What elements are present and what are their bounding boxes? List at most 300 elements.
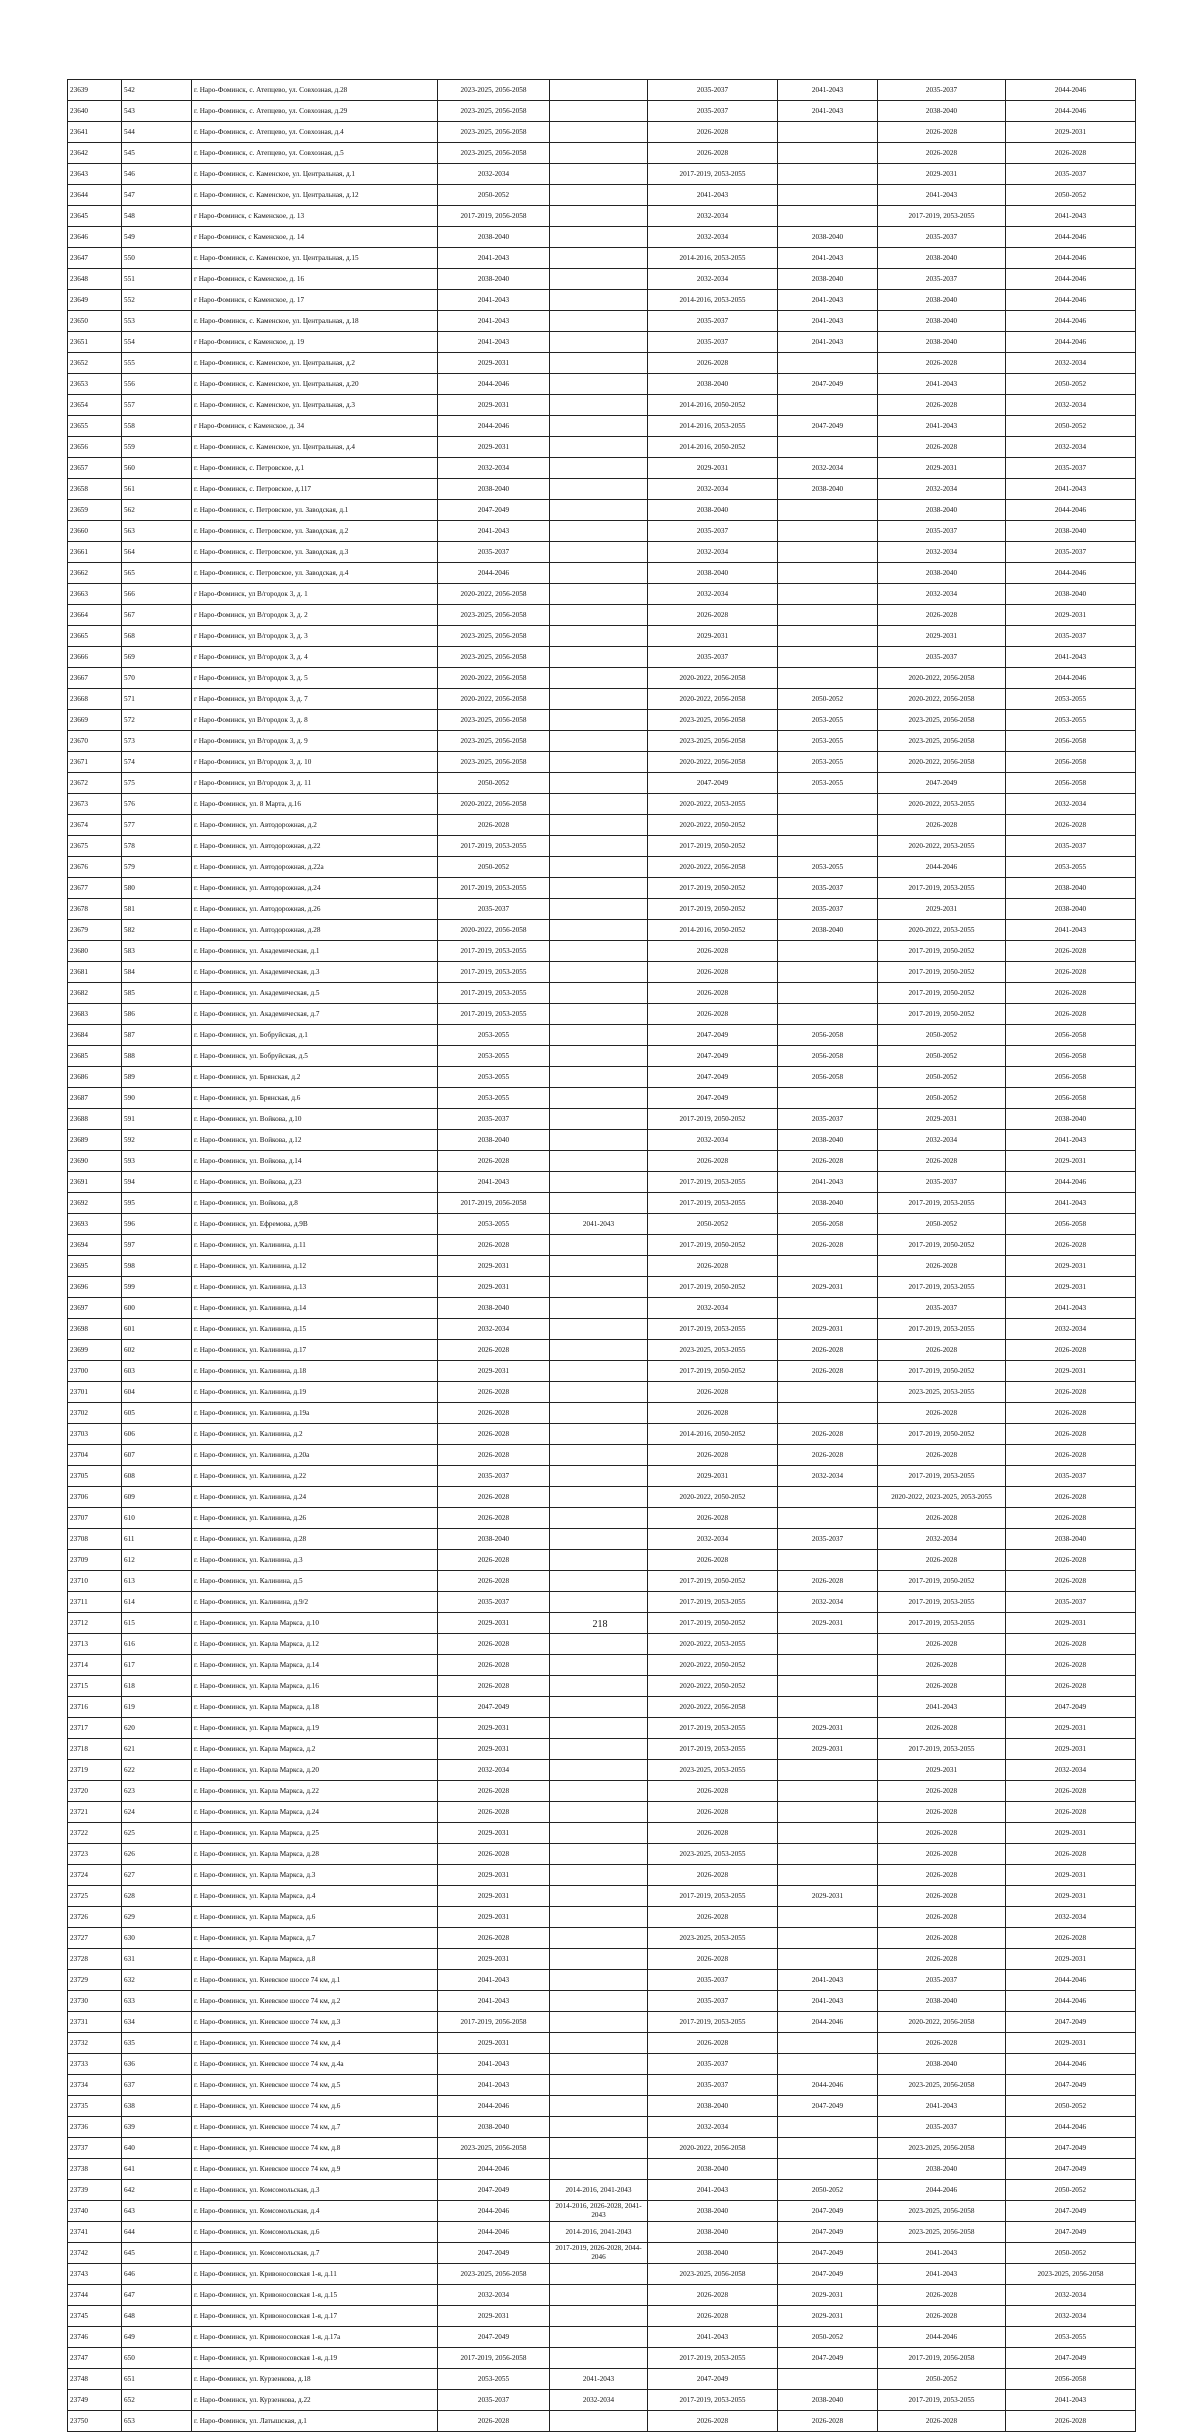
table-cell: 23689	[68, 1130, 122, 1151]
table-cell	[550, 1886, 648, 1907]
table-cell: 2026-2028	[438, 1676, 550, 1697]
table-cell: 2026-2028	[438, 815, 550, 836]
table-cell: 2032-2034	[550, 2390, 648, 2411]
table-cell: 2041-2043	[1006, 1193, 1136, 1214]
table-cell: г Наро-Фоминск, с Каменское, д. 16	[192, 269, 438, 290]
table-cell: 2041-2043	[778, 248, 878, 269]
table-row	[68, 1172, 1136, 1193]
table-cell: 23726	[68, 1907, 122, 1928]
table-cell	[778, 1655, 878, 1676]
table-row	[68, 185, 1136, 206]
table-cell: 2041-2043	[550, 2369, 648, 2390]
table-cell: 23713	[68, 1634, 122, 1655]
table-cell: 2041-2043	[438, 1172, 550, 1193]
table-cell: г. Наро-Фоминск, ул. Карла Маркса, д.19	[192, 1718, 438, 1739]
table-cell: 2026-2028	[438, 1928, 550, 1949]
table-cell: 23669	[68, 710, 122, 731]
table-row	[68, 2390, 1136, 2411]
table-cell: 2020-2022, 2056-2058	[878, 752, 1006, 773]
table-cell: 622	[122, 1760, 192, 1781]
table-cell: 2029-2031	[438, 1886, 550, 1907]
table-cell: 646	[122, 2264, 192, 2285]
table-cell: 579	[122, 857, 192, 878]
table-cell: 2026-2028	[438, 1445, 550, 1466]
table-cell: 2032-2034	[648, 1130, 778, 1151]
table-cell: 2035-2037	[648, 2054, 778, 2075]
table-cell: 2041-2043	[648, 185, 778, 206]
table-cell: 2032-2034	[1006, 1907, 1136, 1928]
table-cell: 2035-2037	[648, 311, 778, 332]
table-cell: 547	[122, 185, 192, 206]
table-cell: 2050-2052	[1006, 2096, 1136, 2117]
table-cell	[550, 815, 648, 836]
table-cell	[550, 710, 648, 731]
table-cell: 551	[122, 269, 192, 290]
table-cell: 625	[122, 1823, 192, 1844]
table-cell: 2017-2019, 2053-2055	[648, 1739, 778, 1760]
table-cell	[550, 1298, 648, 1319]
table-cell: 23656	[68, 437, 122, 458]
table-cell: 2026-2028	[648, 1949, 778, 1970]
table-row	[68, 1403, 1136, 1424]
table-cell: 2026-2028	[1006, 1928, 1136, 1949]
table-cell: 2026-2028	[878, 2285, 1006, 2306]
table-cell: 573	[122, 731, 192, 752]
table-cell: 2044-2046	[778, 2075, 878, 2096]
table-cell: 611	[122, 1529, 192, 1550]
table-cell: 2035-2037	[1006, 836, 1136, 857]
table-cell: 2047-2049	[1006, 2159, 1136, 2180]
table-cell: 596	[122, 1214, 192, 1235]
table-cell: 23692	[68, 1193, 122, 1214]
table-cell: 2038-2040	[648, 563, 778, 584]
table-cell: 2023-2025, 2056-2058	[438, 731, 550, 752]
table-cell: 2029-2031	[1006, 1613, 1136, 1634]
table-cell: 2047-2049	[1006, 2138, 1136, 2159]
table-cell: 2026-2028	[878, 1823, 1006, 1844]
table-cell: 2026-2028	[648, 941, 778, 962]
table-cell: 2047-2049	[1006, 2348, 1136, 2369]
table-cell: 2032-2034	[648, 1298, 778, 1319]
table-cell: 2029-2031	[778, 2285, 878, 2306]
table-cell	[550, 878, 648, 899]
table-cell: 626	[122, 1844, 192, 1865]
table-cell: 567	[122, 605, 192, 626]
table-cell: 2017-2019, 2056-2058	[438, 1193, 550, 1214]
table-cell: 2044-2046	[438, 374, 550, 395]
table-cell: 2026-2028	[648, 1256, 778, 1277]
table-cell	[550, 1130, 648, 1151]
table-row	[68, 1844, 1136, 1865]
table-cell: 2026-2028	[438, 2411, 550, 2432]
table-cell: 2038-2040	[778, 1130, 878, 1151]
table-cell: 2041-2043	[878, 416, 1006, 437]
table-cell: 2035-2037	[438, 1592, 550, 1613]
table-cell: 2026-2028	[438, 1151, 550, 1172]
table-cell: 2032-2034	[648, 227, 778, 248]
table-cell: 2020-2022, 2050-2052	[648, 1655, 778, 1676]
table-cell: 2017-2019, 2053-2055	[878, 1613, 1006, 1634]
table-cell: 2035-2037	[878, 2117, 1006, 2138]
table-cell: 2050-2052	[438, 857, 550, 878]
table-cell: 2017-2019, 2026-2028, 2044-2046	[550, 2243, 648, 2264]
table-cell: 2032-2034	[778, 458, 878, 479]
table-cell: 23695	[68, 1256, 122, 1277]
table-cell: 2056-2058	[778, 1214, 878, 1235]
table-cell	[550, 1760, 648, 1781]
table-cell	[550, 227, 648, 248]
table-cell: г. Наро-Фоминск, ул. Академическая, д.7	[192, 1004, 438, 1025]
table-cell: 2038-2040	[878, 1991, 1006, 2012]
table-cell: 23729	[68, 1970, 122, 1991]
table-cell	[550, 1823, 648, 1844]
table-cell: 2044-2046	[438, 2096, 550, 2117]
table-cell: 2047-2049	[438, 2243, 550, 2264]
table-cell: 2050-2052	[778, 2327, 878, 2348]
table-row	[68, 164, 1136, 185]
table-cell: 623	[122, 1781, 192, 1802]
table-cell: 578	[122, 836, 192, 857]
table-cell: 23735	[68, 2096, 122, 2117]
table-cell	[778, 1634, 878, 1655]
table-cell: г. Наро-Фоминск, с. Каменское, ул. Центральная, д.2	[192, 353, 438, 374]
table-cell: г. Наро-Фоминск, с. Петровское, д.1	[192, 458, 438, 479]
table-cell	[778, 1907, 878, 1928]
table-cell: 2026-2028	[648, 1508, 778, 1529]
table-cell: 574	[122, 752, 192, 773]
table-cell: 2026-2028	[878, 1676, 1006, 1697]
table-cell: г. Наро-Фоминск, ул. Брянская, д.2	[192, 1067, 438, 1088]
table-row	[68, 1970, 1136, 1991]
table-cell: 2023-2025, 2056-2058	[648, 2264, 778, 2285]
table-cell: 2017-2019, 2053-2055	[438, 962, 550, 983]
table-cell: г. Наро-Фоминск, ул. Войкова, д.10	[192, 1109, 438, 1130]
table-cell: г. Наро-Фоминск, ул. Калинина, д.11	[192, 1235, 438, 1256]
table-cell: 23728	[68, 1949, 122, 1970]
table-row	[68, 1550, 1136, 1571]
table-cell	[778, 647, 878, 668]
table-cell: г. Наро-Фоминск, ул. Киевское шоссе 74 км, д.4	[192, 2033, 438, 2054]
table-cell: 2020-2022, 2056-2058	[438, 689, 550, 710]
table-cell: 2035-2037	[648, 1970, 778, 1991]
table-cell: 2032-2034	[1006, 1760, 1136, 1781]
table-cell: 2035-2037	[648, 647, 778, 668]
table-cell: 2026-2028	[1006, 1340, 1136, 1361]
table-row	[68, 1004, 1136, 1025]
table-cell: 2017-2019, 2050-2052	[878, 941, 1006, 962]
table-cell	[550, 332, 648, 353]
table-cell: 2056-2058	[1006, 1088, 1136, 1109]
table-cell: 23716	[68, 1697, 122, 1718]
table-cell: 602	[122, 1340, 192, 1361]
table-cell: 637	[122, 2075, 192, 2096]
table-cell: 2035-2037	[438, 2390, 550, 2411]
table-cell: 633	[122, 1991, 192, 2012]
table-cell: 617	[122, 1655, 192, 1676]
table-cell: 23663	[68, 584, 122, 605]
table-cell: 558	[122, 416, 192, 437]
table-row	[68, 1487, 1136, 1508]
table-cell: 641	[122, 2159, 192, 2180]
table-cell: 2026-2028	[1006, 815, 1136, 836]
table-cell: 2026-2028	[648, 1403, 778, 1424]
table-cell	[550, 2117, 648, 2138]
table-row	[68, 1823, 1136, 1844]
table-cell: 2026-2028	[878, 1907, 1006, 1928]
table-row	[68, 458, 1136, 479]
table-cell: 23705	[68, 1466, 122, 1487]
table-cell: 2044-2046	[1006, 500, 1136, 521]
table-cell: 2026-2028	[1006, 1844, 1136, 1865]
table-cell	[778, 1676, 878, 1697]
table-cell: 590	[122, 1088, 192, 1109]
table-cell: 606	[122, 1424, 192, 1445]
table-cell: 2053-2055	[1006, 2327, 1136, 2348]
table-cell: 2032-2034	[1006, 2306, 1136, 2327]
table-cell	[778, 2369, 878, 2390]
table-cell: 2041-2043	[550, 1214, 648, 1235]
table-cell	[550, 542, 648, 563]
table-cell	[550, 752, 648, 773]
table-cell: 2026-2028	[1006, 1487, 1136, 1508]
table-cell	[778, 185, 878, 206]
table-cell: 2041-2043	[648, 2180, 778, 2201]
table-cell: 542	[122, 80, 192, 101]
table-row	[68, 1697, 1136, 1718]
table-cell: 2035-2037	[648, 332, 778, 353]
table-cell: 2026-2028	[1006, 962, 1136, 983]
table-cell: 2041-2043	[778, 1172, 878, 1193]
table-cell: 23681	[68, 962, 122, 983]
table-cell: 2023-2025, 2053-2055	[648, 1928, 778, 1949]
table-cell: 2029-2031	[1006, 1277, 1136, 1298]
table-cell: 630	[122, 1928, 192, 1949]
table-cell: 23743	[68, 2264, 122, 2285]
table-cell: 2047-2049	[438, 1697, 550, 1718]
table-cell: 2047-2049	[1006, 2075, 1136, 2096]
table-cell: 2053-2055	[438, 1046, 550, 1067]
table-cell: 2035-2037	[878, 227, 1006, 248]
table-cell: 2020-2022, 2056-2058	[648, 2138, 778, 2159]
table-cell: г. Наро-Фоминск, ул. Карла Маркса, д.14	[192, 1655, 438, 1676]
table-cell: 2017-2019, 2050-2052	[878, 1235, 1006, 1256]
table-row	[68, 374, 1136, 395]
table-cell: г. Наро-Фоминск, ул. Калинина, д.9/2	[192, 1592, 438, 1613]
table-cell: 2032-2034	[878, 542, 1006, 563]
table-cell: 2032-2034	[778, 1466, 878, 1487]
table-cell: 2026-2028	[1006, 1424, 1136, 1445]
table-row	[68, 731, 1136, 752]
table-cell: 2038-2040	[778, 2390, 878, 2411]
table-cell: г. Наро-Фоминск, ул. Войкова, д.12	[192, 1130, 438, 1151]
table-row	[68, 395, 1136, 416]
table-cell: 2026-2028	[778, 1445, 878, 1466]
table-cell: 2026-2028	[1006, 1235, 1136, 1256]
table-cell: 2026-2028	[1006, 1802, 1136, 1823]
table-cell: 632	[122, 1970, 192, 1991]
table-cell: г. Наро-Фоминск, ул. Карла Маркса, д.25	[192, 1823, 438, 1844]
page-number: 218	[592, 1619, 608, 1630]
table-cell: г. Наро-Фоминск, ул. Калинина, д.2	[192, 1424, 438, 1445]
table-cell: 2038-2040	[648, 374, 778, 395]
table-row	[68, 2369, 1136, 2390]
table-cell: 2053-2055	[438, 1025, 550, 1046]
table-cell: 2020-2022, 2056-2058	[438, 920, 550, 941]
table-cell: 2038-2040	[438, 1130, 550, 1151]
table-row	[68, 899, 1136, 920]
table-cell: 2041-2043	[1006, 2390, 1136, 2411]
table-cell: г. Наро-Фоминск, ул. Калинина, д.22	[192, 1466, 438, 1487]
table-cell	[550, 206, 648, 227]
table-row	[68, 290, 1136, 311]
table-cell: 2035-2037	[1006, 458, 1136, 479]
table-cell: 2026-2028	[438, 1634, 550, 1655]
table-cell: 643	[122, 2201, 192, 2222]
table-cell: 582	[122, 920, 192, 941]
table-cell	[550, 122, 648, 143]
table-cell	[778, 122, 878, 143]
table-cell: 2023-2025, 2056-2058	[438, 80, 550, 101]
table-cell: 2035-2037	[878, 521, 1006, 542]
table-cell: г. Наро-Фоминск, ул. Кривоносовская 1-я, д.17	[192, 2306, 438, 2327]
table-cell: 2044-2046	[1006, 1970, 1136, 1991]
table-cell: 577	[122, 815, 192, 836]
table-cell: 2035-2037	[778, 878, 878, 899]
table-cell: 2041-2043	[878, 2243, 1006, 2264]
table-cell	[778, 1256, 878, 1277]
table-cell: г. Наро-Фоминск, с. Петровское, д.117	[192, 479, 438, 500]
table-cell: 2017-2019, 2050-2052	[648, 1235, 778, 1256]
table-cell	[550, 2285, 648, 2306]
table-cell: 2038-2040	[438, 1298, 550, 1319]
table-cell	[550, 500, 648, 521]
table-cell: 2041-2043	[438, 248, 550, 269]
table-cell: 23645	[68, 206, 122, 227]
table-cell	[550, 185, 648, 206]
table-cell	[550, 1445, 648, 1466]
table-cell: 568	[122, 626, 192, 647]
table-cell: г Наро-Фоминск, ул В/городок 3, д. 9	[192, 731, 438, 752]
table-cell: 2026-2028	[878, 1508, 1006, 1529]
table-cell: 614	[122, 1592, 192, 1613]
table-cell	[778, 668, 878, 689]
table-cell: 2029-2031	[878, 458, 1006, 479]
table-cell: 23668	[68, 689, 122, 710]
table-cell: 593	[122, 1151, 192, 1172]
table-cell: 2017-2019, 2056-2058	[438, 2012, 550, 2033]
table-cell: 2035-2037	[438, 899, 550, 920]
table-row	[68, 1928, 1136, 1949]
table-cell	[778, 1550, 878, 1571]
table-cell: 2050-2052	[878, 2369, 1006, 2390]
table-cell: 639	[122, 2117, 192, 2138]
table-cell	[550, 1592, 648, 1613]
table-cell	[550, 353, 648, 374]
table-cell: 23737	[68, 2138, 122, 2159]
table-cell: 613	[122, 1571, 192, 1592]
table-cell: 2017-2019, 2053-2055	[648, 1319, 778, 1340]
table-row	[68, 101, 1136, 122]
table-cell: 2032-2034	[1006, 437, 1136, 458]
table-cell: 2026-2028	[878, 1256, 1006, 1277]
table-cell: г. Наро-Фоминск, с. Петровское, ул. Заводская, д.1	[192, 500, 438, 521]
table-cell	[778, 2138, 878, 2159]
table-cell: 2026-2028	[878, 1949, 1006, 1970]
table-cell: 589	[122, 1067, 192, 1088]
table-cell: 2026-2028	[648, 1802, 778, 1823]
table-row	[68, 815, 1136, 836]
table-cell: 23723	[68, 1844, 122, 1865]
table-cell: 2026-2028	[778, 1340, 878, 1361]
table-cell: г. Наро-Фоминск, ул. Киевское шоссе 74 км, д.6	[192, 2096, 438, 2117]
table-cell: 23702	[68, 1403, 122, 1424]
table-cell: 2029-2031	[1006, 1823, 1136, 1844]
table-cell: 23677	[68, 878, 122, 899]
table-cell: г. Наро-Фоминск, ул. Карла Маркса, д.6	[192, 1907, 438, 1928]
table-cell: 2023-2025, 2056-2058	[648, 710, 778, 731]
table-cell: г. Наро-Фоминск, ул. Киевское шоссе 74 км, д.8	[192, 2138, 438, 2159]
table-cell: 2029-2031	[878, 626, 1006, 647]
table-cell: 2017-2019, 2050-2052	[648, 1109, 778, 1130]
table-cell: 2017-2019, 2050-2052	[878, 1424, 1006, 1445]
table-cell: 2029-2031	[878, 1760, 1006, 1781]
table-cell: 2017-2019, 2053-2055	[648, 1718, 778, 1739]
table-cell: 2020-2022, 2053-2055	[648, 794, 778, 815]
table-row	[68, 1949, 1136, 1970]
table-cell: 2035-2037	[438, 1466, 550, 1487]
table-cell: 2026-2028	[648, 1550, 778, 1571]
table-row	[68, 479, 1136, 500]
table-cell: 2044-2046	[1006, 2117, 1136, 2138]
table-cell: 2029-2031	[778, 1718, 878, 1739]
table-row	[68, 2222, 1136, 2243]
table-cell: 2026-2028	[878, 395, 1006, 416]
table-row	[68, 1655, 1136, 1676]
table-cell: г. Наро-Фоминск, с. Каменское, ул. Центральная, д.4	[192, 437, 438, 458]
table-row	[68, 2075, 1136, 2096]
table-row	[68, 1319, 1136, 1340]
table-cell: 2038-2040	[438, 2117, 550, 2138]
table-cell	[550, 563, 648, 584]
table-cell	[550, 143, 648, 164]
table-cell: 2026-2028	[778, 1235, 878, 1256]
table-cell: 2041-2043	[778, 101, 878, 122]
table-cell: 2029-2031	[438, 1256, 550, 1277]
table-cell: 2044-2046	[1006, 668, 1136, 689]
table-cell: 2026-2028	[438, 1424, 550, 1445]
table-row	[68, 1676, 1136, 1697]
table-cell: г Наро-Фоминск, ул В/городок 3, д. 4	[192, 647, 438, 668]
table-cell	[550, 2264, 648, 2285]
table-row	[68, 626, 1136, 647]
table-cell	[550, 1844, 648, 1865]
table-cell	[550, 1487, 648, 1508]
table-cell: 2041-2043	[778, 311, 878, 332]
table-cell: 2056-2058	[1006, 1025, 1136, 1046]
table-cell: 23674	[68, 815, 122, 836]
table-cell: 2026-2028	[878, 2411, 1006, 2432]
table-row	[68, 689, 1136, 710]
table-cell: 2038-2040	[778, 920, 878, 941]
table-cell: 2026-2028	[438, 1340, 550, 1361]
table-cell: 2029-2031	[438, 1823, 550, 1844]
table-cell: 2044-2046	[1006, 80, 1136, 101]
table-row	[68, 878, 1136, 899]
table-cell: 550	[122, 248, 192, 269]
table-cell: 2026-2028	[878, 1655, 1006, 1676]
table-cell	[778, 1802, 878, 1823]
table-cell: 2038-2040	[1006, 878, 1136, 899]
